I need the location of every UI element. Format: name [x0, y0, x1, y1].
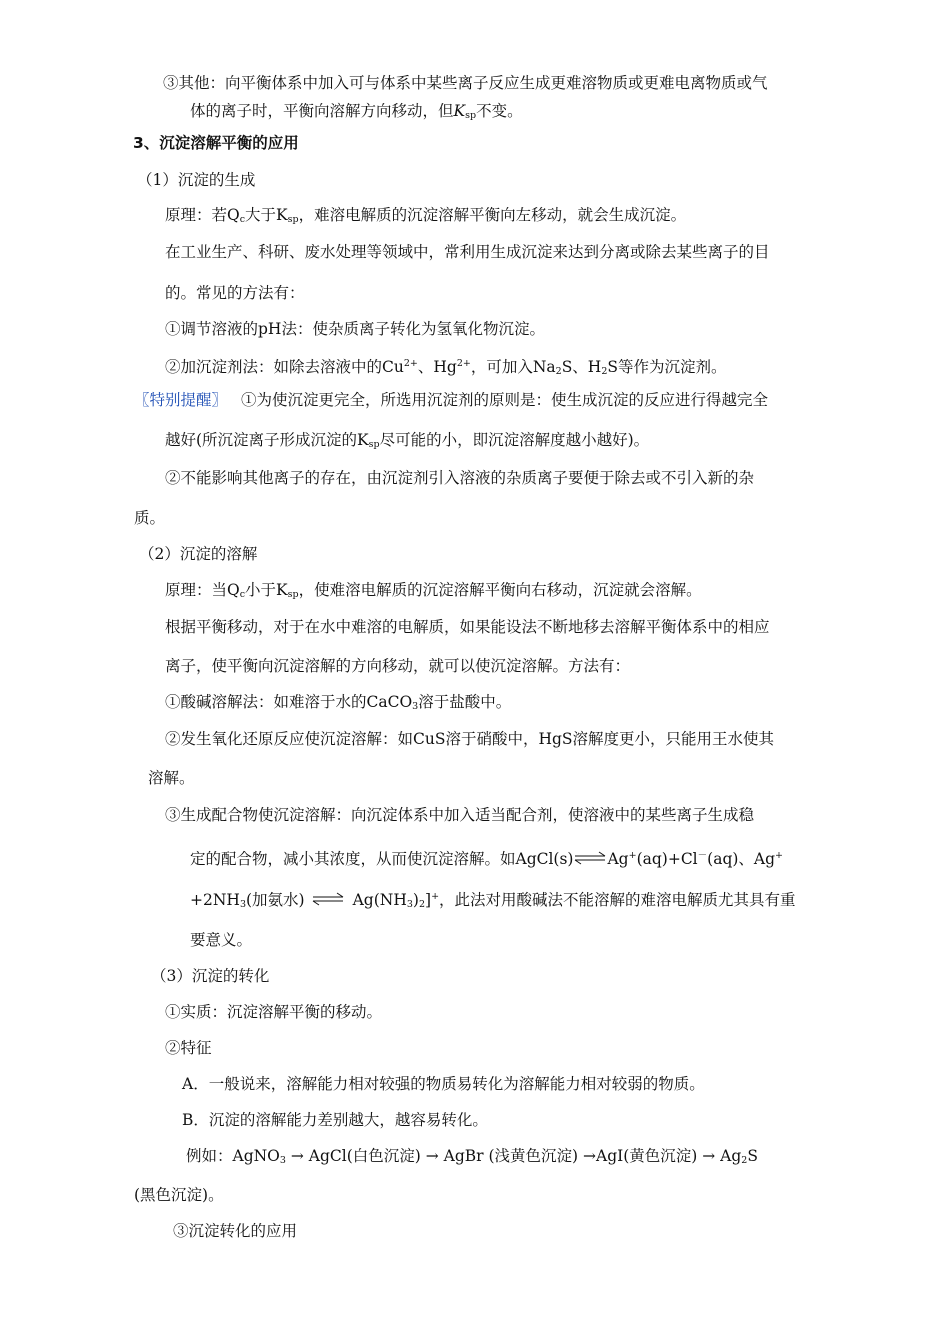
subsection-title: （1）沉淀的生成	[137, 171, 256, 189]
equilibrium-arrow-icon	[573, 851, 607, 865]
text-line: 在工业生产、科研、废水处理等领域中，常利用生成沉淀来达到分离或除去某些离子的目	[165, 243, 770, 261]
list-item: ①酸碱溶解法：如难溶于水的CaCO$_3$溶于盐酸中。	[165, 693, 512, 712]
list-item: A．一般说来，溶解能力相对较强的物质易转化为溶解能力相对较弱的物质。	[182, 1075, 705, 1093]
text-line: $+2NH_3$(加氨水) $Ag(NH_3)_2]^+$，此法对用酸碱法不能溶解的难溶电解质尤其具有重	[190, 891, 796, 910]
text-line: 离子，使平衡向沉淀溶解的方向移动，就可以使沉淀溶解。方法有：	[165, 657, 631, 675]
text-line: 原理：若$Q_c$大于$K_{sp}$，难溶电解质的沉淀溶解平衡向左移动，就会生成沉淀。	[165, 206, 687, 225]
list-item: ③生成配合物使沉淀溶解：向沉淀体系中加入适当配合剂，使溶液中的某些离子生成稳	[165, 806, 755, 824]
list-item: ①实质：沉淀溶解平衡的移动。	[165, 1003, 383, 1021]
text-line: (黑色沉淀)。	[134, 1186, 224, 1204]
list-item: B．沉淀的溶解能力差别越大，越容易转化。	[182, 1111, 488, 1129]
text-line: 质。	[134, 509, 166, 527]
subsection-title: （3）沉淀的转化	[151, 967, 270, 985]
text-line: ②不能影响其他离子的存在，由沉淀剂引入溶液的杂质离子要便于除去或不引入新的杂	[165, 469, 755, 487]
list-item: ②加沉淀剂法：如除去溶液中的$Cu^{2+}$、$Hg^{2+}$，可加入$Na_2S$、$H_2S$等作为沉淀剂。	[165, 358, 727, 377]
section-heading: 3、沉淀溶解平衡的应用	[133, 134, 299, 152]
text-line: 溶解。	[148, 769, 195, 787]
text-line: 根据平衡移动，对于在水中难溶的电解质，如果能设法不断地移去溶解平衡体系中的相应	[165, 618, 770, 636]
tip-tag: 〖特别提醒〗	[134, 391, 228, 409]
tip-line: 〖特别提醒〗 ①为使沉淀更完全，所选用沉淀剂的原则是：使生成沉淀的反应进行得越完全	[134, 391, 769, 409]
text-line: 体的离子时，平衡向溶解方向移动，但$K_{sp}$不变。	[190, 102, 523, 121]
list-item: ②发生氧化还原反应使沉淀溶解：如CuS溶于硝酸中，HgS溶解度更小，只能用王水使其	[165, 730, 775, 748]
text-line: 定的配合物，减小其浓度，从而使沉淀溶解。如AgCl(s) Ag+(aq)+Cl－(aq)、Ag+	[190, 850, 783, 868]
list-item: ③沉淀转化的应用	[173, 1222, 298, 1240]
subsection-title: （2）沉淀的溶解	[139, 545, 258, 563]
text-line: ③其他：向平衡体系中加入可与体系中某些离子反应生成更难溶物质或更难电离物质或气	[163, 74, 768, 92]
text-line: 越好(所沉淀离子形成沉淀的$K_{sp}$尽可能的小，即沉淀溶解度越小越好)。	[165, 431, 650, 450]
list-item: ①调节溶液的pH法：使杂质离子转化为氢氧化物沉淀。	[165, 320, 545, 338]
equilibrium-arrow-icon	[311, 892, 345, 906]
list-item: ②特征	[165, 1039, 212, 1057]
text-line: 原理：当$Q_c$小于$K_{sp}$，使难溶电解质的沉淀溶解平衡向右移动，沉淀就会溶解。	[165, 581, 702, 600]
text-line: 要意义。	[190, 931, 253, 949]
text-line: 例如：AgNO$_3$ → AgCl(白色沉淀) → AgBr (浅黄色沉淀) →AgI(黄色沉淀) → $Ag_2S$	[186, 1147, 758, 1166]
text-line: 的。常见的方法有：	[165, 284, 305, 302]
